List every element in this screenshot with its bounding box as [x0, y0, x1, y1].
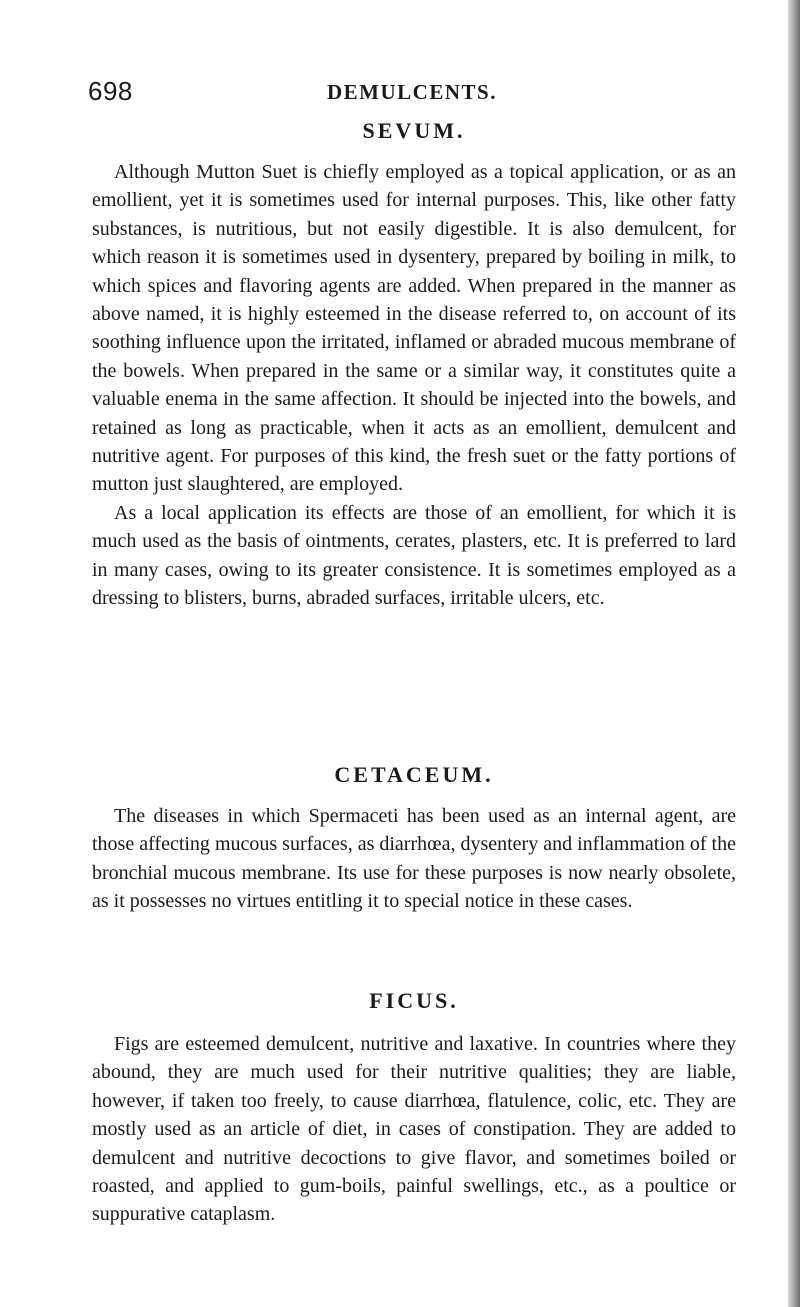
section-title: FICUS. — [369, 988, 459, 1013]
page-header — [88, 76, 738, 116]
section-cetaceum — [92, 760, 736, 916]
paragraph: Figs are esteemed demulcent, nutritive and laxative. In countries where they abound, they are much used for their nutritive qualities; they are liable, however, if taken too freely, to cause diarrhœa, flatulence, colic, etc. They are mostly used as an article of diet, in cases of constipation. They are added to demulcent and nutritive decoctions to give flavor, and sometimes boiled or roasted, and applied to gum-boils, painful swellings, etc., as a poultice or suppurative cataplasm. — [92, 1033, 736, 1226]
running-head: DEMULCENTS. — [327, 80, 497, 104]
section-title: SEVUM. — [362, 118, 466, 143]
page-edge-shadow — [788, 0, 800, 1307]
paragraph: Although Mutton Suet is chiefly employed as a topical application, or as an emollient, yet it is sometimes used for internal purposes. This, like other fatty substances, is nutritious, but not easily digestible. It is also demulcent, for which reason it is sometimes used in dysentery, prepared by boiling in milk, to which spices and flavoring agents are added. When prepared in the manner as above named, it is highly esteemed in the disease referred to, on account of its soothing influence upon the irritated, inflamed or abraded mucous membrane of the bowels. When prepared in the same or a similar way, it constitutes quite a valuable enema in the same affection. It should be injected into the bowels, and retained as long as practicable, when it acts as an emollient, demulcent and nutritive agent. For purposes of this kind, the fresh suet or the fatty portions of mutton just slaughtered, are employed. — [92, 161, 736, 496]
page-number: 698 — [88, 76, 133, 106]
section-sevum — [92, 116, 736, 613]
paragraph: As a local application its effects are those of an emollient, for which it is much used as the basis of ointments, cerates, plasters, etc. It is preferred to lard in many cases, owing to its greater consistence. It is sometimes employed as a dressing to blisters, burns, abraded surfaces, irritable ulcers, etc. — [92, 501, 736, 610]
paragraph: The diseases in which Spermaceti has been used as an internal agent, are those affecting mucous surfaces, as diarrhœa, dysentery and inflammation of the bronchial mucous membrane. Its use for these purposes is now nearly obsolete, as it possesses no virtues entitling it to special notice in these cases. — [92, 805, 736, 913]
section-title: CETACEUM. — [334, 762, 494, 787]
section-ficus — [92, 986, 736, 1229]
